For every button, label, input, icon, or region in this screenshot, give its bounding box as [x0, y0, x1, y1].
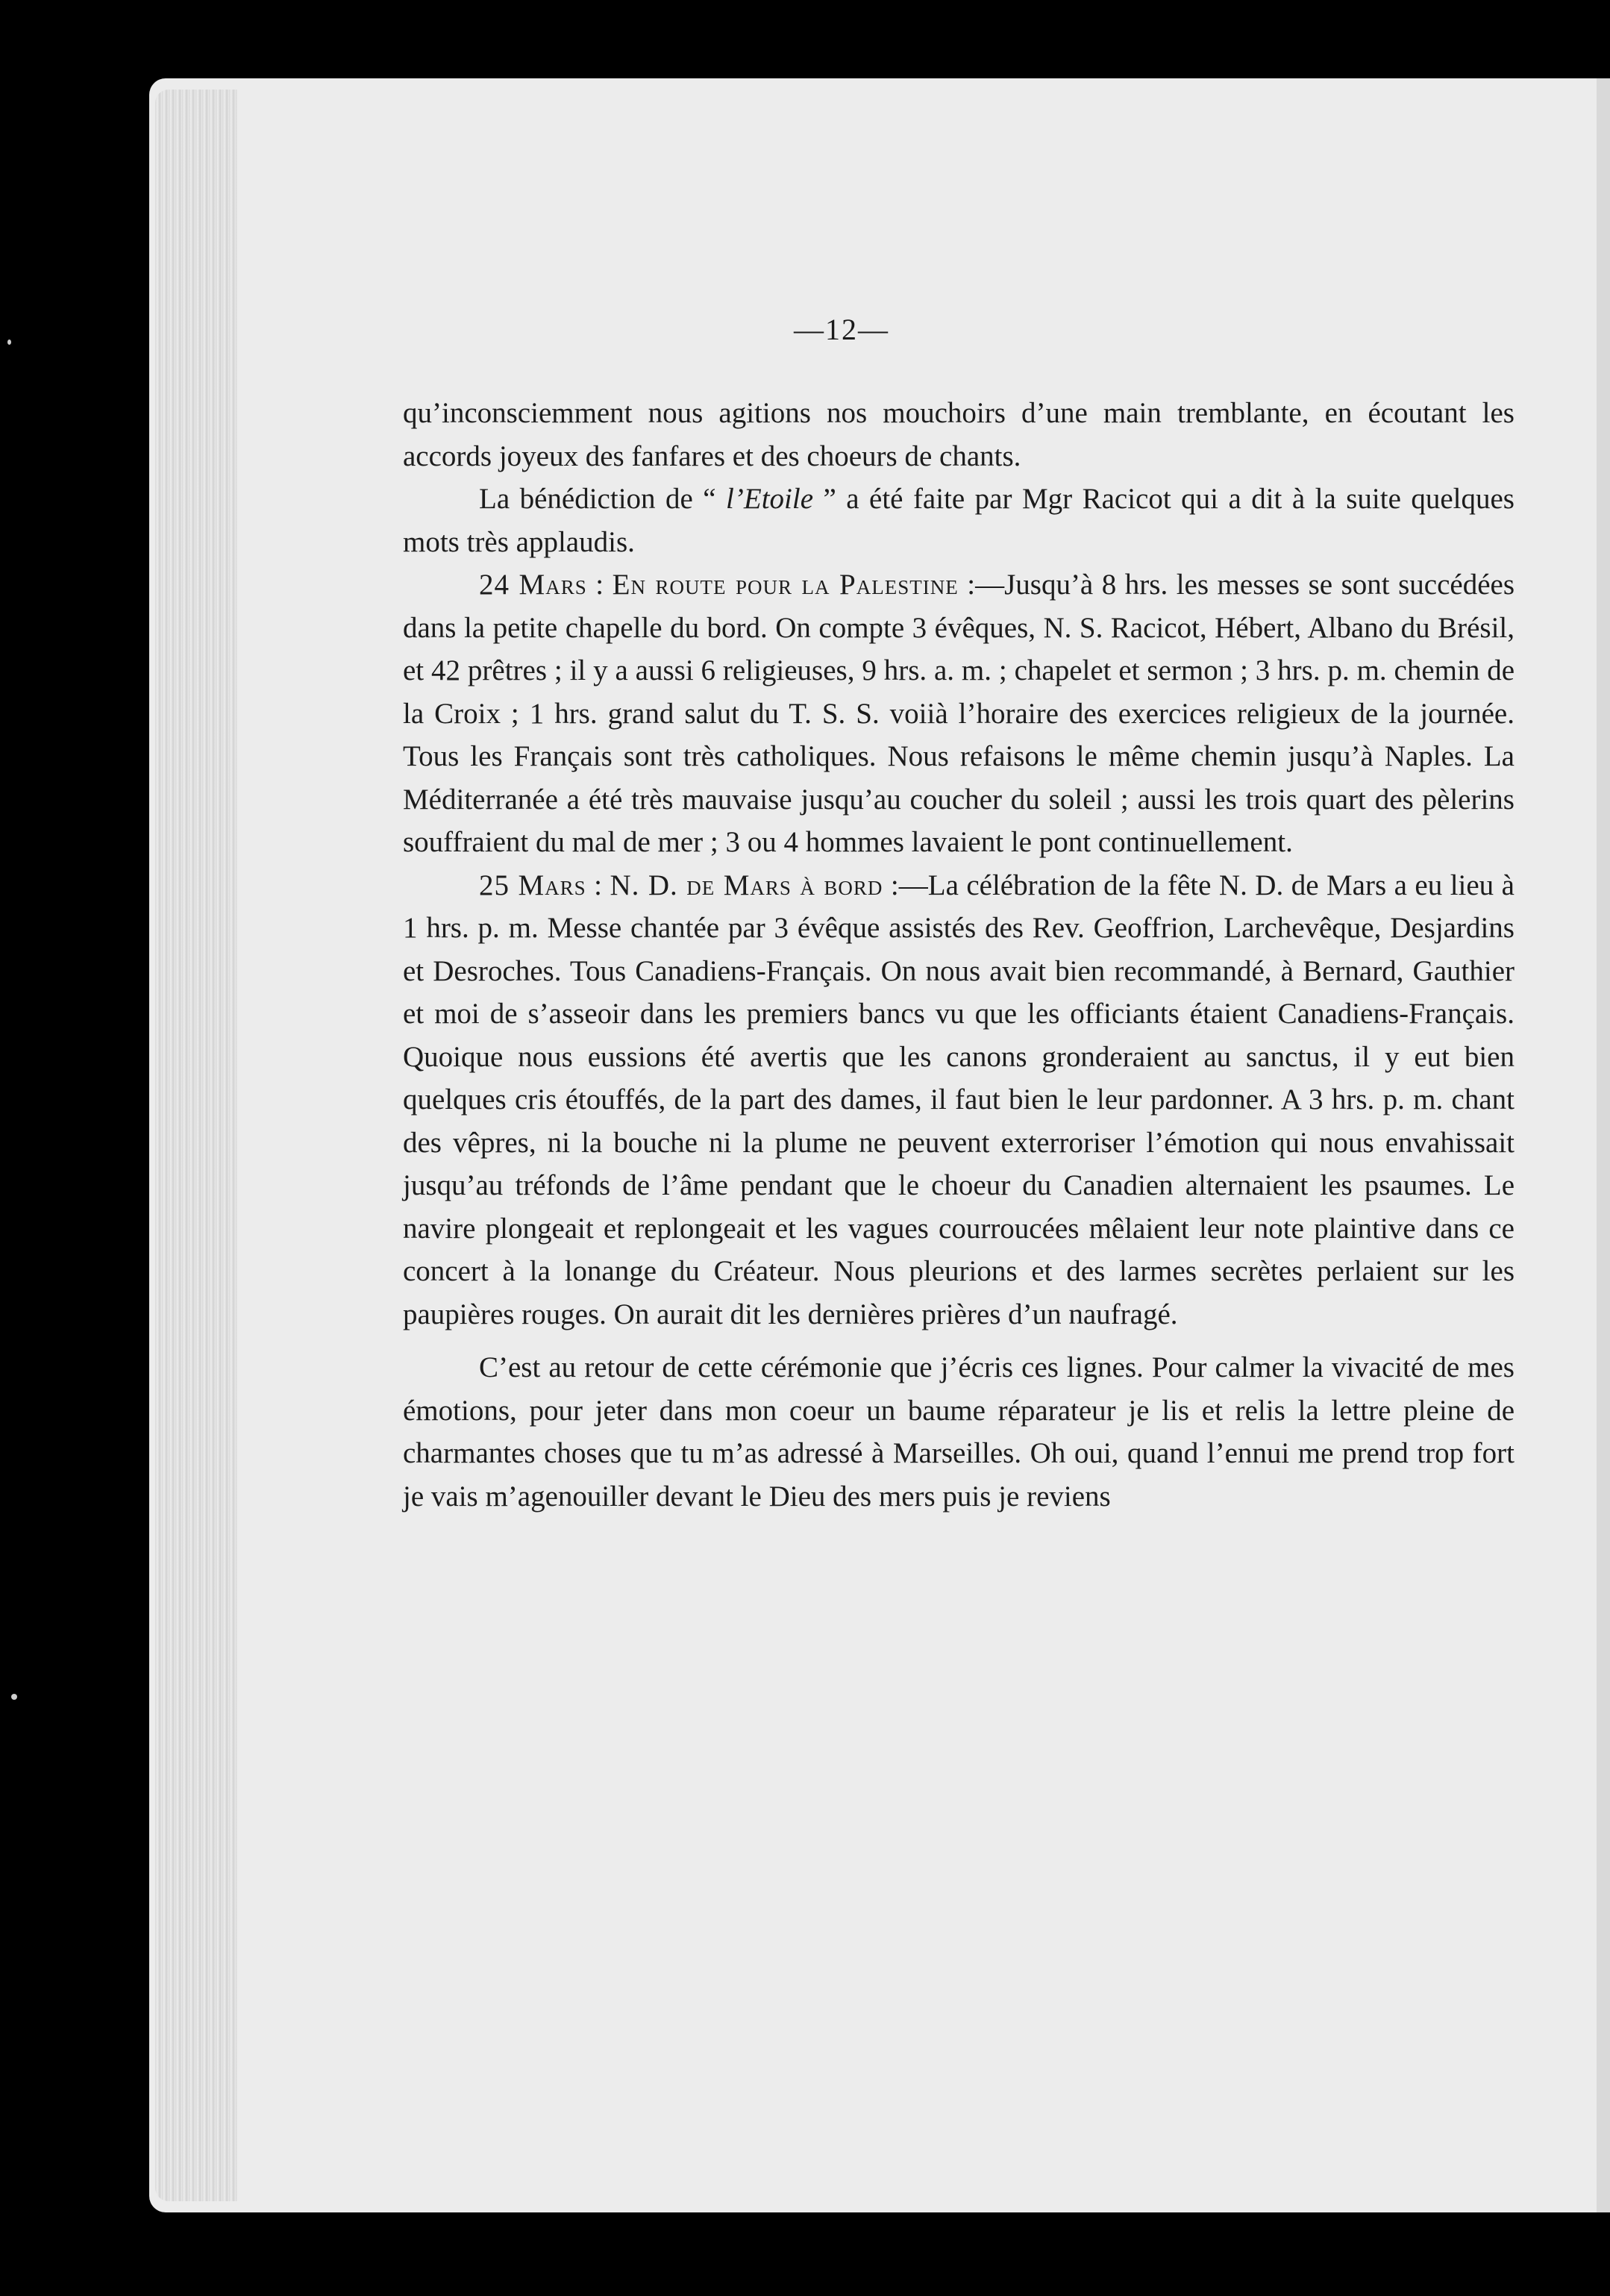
entry-date: 25 Mars — [479, 869, 586, 901]
diary-entry: 24 Mars : En route pour la Palestine :—Jusqu’à 8 hrs. les messes se sont succédées dans la petite chapelle du bord. On compte 3 évêques, N. S. Racicot, Hébert, Albano du Brésil, et 42 prêtres ; il y a aussi 6 religieuses, 9 hrs. a. m. ; chapelet et sermon ; 3 hrs. p. m. chemin de la Croix ; 1 hrs. grand salut du T. S. S. voiià l’horaire des exercices religieux de la journée. Tous les Français sont très catholiques. Nous refaisons le même chemin jusqu’à Naples. La Méditerranée a été très mauvaise jusqu’au coucher du soleil ; aussi les trois quart des pèlerins souffraient du mal de mer ; 3 ou 4 hommes lavaient le pont continuellement. — [403, 569, 1515, 858]
entry-date: 24 Mars — [479, 569, 587, 601]
page-text — [403, 392, 1515, 1518]
paragraph: qu’inconsciemment nous agitions nos mouchoirs d’une main tremblante, en écoutant les accords joyeux des fanfares et des choeurs de chants. — [403, 397, 1515, 472]
page-edges — [155, 90, 237, 2201]
ship-name: l’Etoile — [726, 483, 814, 515]
facing-page-edge — [1597, 78, 1610, 2212]
scan-speck — [11, 1694, 17, 1700]
entry-text: :—Jusqu’à 8 hrs. les messes se sont succédées dans la petite chapelle du bord. On compte 3 évêques, N. S. Racicot, Hébert, Albano du Brésil, et 42 prêtres ; il y a aussi 6 religieuses, 9 hrs. a. m. ; chapelet et sermon ; 3 hrs. p. m. chemin de la Croix ; 1 hrs. grand salut du T. S. S. voiià l’horaire des exercices religieux de la journée. Tous les Français sont très catholiques. Nous refaisons le même chemin jusqu’à Naples. La Méditerranée a été très mauvaise jusqu’au coucher du soleil ; aussi les trois quart des pèlerins souffraient du mal de mer ; 3 ou 4 hommes lavaient le pont continuellement. — [403, 569, 1515, 858]
page-number: —12— — [794, 313, 889, 346]
entry-heading: En route pour la Palestine — [612, 569, 959, 601]
text-segment: ” a été faite par Mgr Racicot qui a dit à la suite quelques mots très applaudis. — [403, 483, 1515, 558]
text-segment: La bénédiction de “ — [479, 483, 727, 515]
paragraph — [403, 478, 1515, 563]
paragraph: C’est au retour de cette cérémonie que j’écris ces lignes. Pour calmer la vivacité de mes émotions, pour jeter dans mon coeur un baume réparateur je lis et relis la lettre pleine de charmantes choses que tu m’as adressé à Marseilles. Oh oui, quand l’ennui me prend trop fort je vais m’agenouiller devant le Dieu des mers puis je reviens — [403, 1351, 1515, 1513]
entry-text: :—La célébration de la fête N. D. de Mars a eu lieu à 1 hrs. p. m. Messe chantée par 3 évêque assistés des Rev. Geoffrion, Larchevêque, Desjardins et Desroches. Tous Canadiens-Français. On nous avait bien recommandé, à Bernard, Gauthier et moi de s’asseoir dans les premiers bancs vu que les officiants étaient Canadiens-Français. Quoique nous eussions été avertis que les canons gronderaient au sanctus, il y eut bien quelques cris étouffés, de la part des dames, il faut bien le leur pardonner. A 3 hrs. p. m. chant des vêpres, ni la bouche ni la plume ne peuvent exterroriser l’émotion qui nous envahissait jusqu’au tréfonds de l’âme pendant que le choeur du Canadien alternaient les psaumes. Le navire plongeait et replongeait et les vagues courroucées mêlaient leur note plaintive dans ce concert à la lonange du Créateur. Nous pleurions et des larmes secrètes perlaient sur les paupières rouges. On aurait dit les dernières prières d’un naufragé. — [403, 869, 1515, 1330]
entry-heading: N. D. de Mars à bord — [610, 869, 883, 901]
diary-entry: 25 Mars : N. D. de Mars à bord :—La célébration de la fête N. D. de Mars a eu lieu à 1 hrs. p. m. Messe chantée par 3 évêque assistés des Rev. Geoffrion, Larchevêque, Desjardins et Desroches. Tous Canadiens-Français. On nous avait bien recommandé, à Bernard, Gauthier et moi de s’asseoir dans les premiers bancs vu que les officiants étaient Canadiens-Français. Quoique nous eussions été avertis que les canons gronderaient au sanctus, il y eut bien quelques cris étouffés, de la part des dames, il faut bien le leur pardonner. A 3 hrs. p. m. chant des vêpres, ni la bouche ni la plume ne peuvent exterroriser l’émotion qui nous envahissait jusqu’au tréfonds de l’âme pendant que le choeur du Canadien alternaient les psaumes. Le navire plongeait et replongeait et les vagues courroucées mêlaient leur note plaintive dans ce concert à la lonange du Créateur. Nous pleurions et des larmes secrètes perlaient sur les paupières rouges. On aurait dit les dernières prières d’un naufragé. — [403, 869, 1515, 1330]
